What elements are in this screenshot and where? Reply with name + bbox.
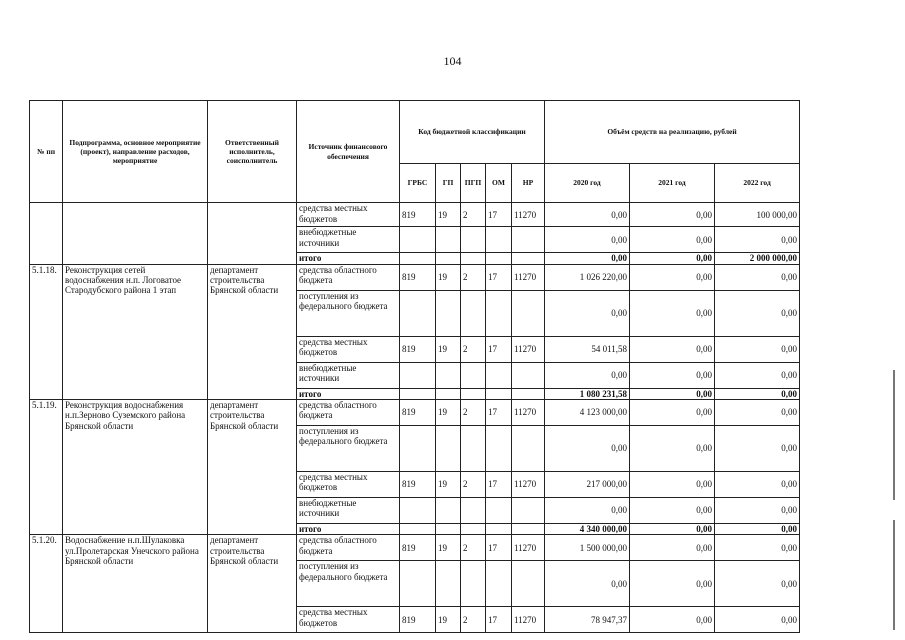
table-row: средства местных бюджетов 819 19 2 17 11270 217 000,00 0,00 0,00 (30, 472, 800, 498)
table-row: 5.1.19. Реконструкция водоснабжения н.п.Зерново Суземского района Брянской области департамент строительства Брянской области средства областного бюджета 819 19 2 17 11270 4 123 000,00 0,00 0,00 (30, 400, 800, 426)
header-executor: Ответственный исполнитель, соисполнитель (208, 101, 297, 203)
item-executor: департамент строительства Брянской области (208, 535, 297, 633)
header-num: № пп (30, 101, 63, 203)
header-pgp: ПГП (461, 163, 486, 202)
scan-edge-mark (893, 520, 895, 630)
header-source: Источник финансового обеспечения (297, 101, 400, 203)
table-row: средства местных бюджетов 819 19 2 17 11270 54 011,58 0,00 0,00 (30, 336, 800, 362)
scan-edge-mark (893, 370, 895, 500)
table-row: внебюджетные источники 0,00 0,00 0,00 (30, 498, 800, 524)
table-row: поступления из федерального бюджета 0,00 0,00 0,00 (30, 426, 800, 472)
item-title: Реконструкция сетей водоснабжения н.п. Логоватое Стародубского района 1 этап (63, 264, 208, 399)
item-number: 5.1.18. (30, 264, 63, 399)
header-2020: 2020 год (545, 163, 630, 202)
header-2021: 2021 год (630, 163, 715, 202)
table-row: внебюджетные источники 0,00 0,00 0,00 (30, 227, 800, 253)
page-number: 104 (443, 54, 462, 68)
header-pr: НР (512, 163, 545, 202)
table-row: поступления из федерального бюджета 0,00 0,00 0,00 (30, 561, 800, 607)
table-row: средства местных бюджетов 819 19 2 17 11270 0,00 0,00 100 000,00 (30, 203, 800, 227)
table-row: средства местных бюджетов 819 19 2 17 11270 78 947,37 0,00 0,00 (30, 607, 800, 633)
budget-table (29, 100, 800, 633)
table-body (30, 203, 800, 633)
header-gp: ГП (436, 163, 461, 202)
table-row: поступления из федерального бюджета 0,00 0,00 0,00 (30, 290, 800, 336)
header-2022: 2022 год (715, 163, 800, 202)
item-number: 5.1.20. (30, 535, 63, 633)
item-executor: департамент строительства Брянской области (208, 400, 297, 535)
table-row: 5.1.18. Реконструкция сетей водоснабжения н.п. Логоватое Стародубского района 1 этап департамент строительства Брянской области средства областного бюджета 819 19 2 17 11270 1 026 220,00 0,00 0,00 (30, 264, 800, 290)
item-title: Водоснабжение н.п.Шулаковка ул.Пролетарская Унечского района Брянской области (63, 535, 208, 633)
table-row: итого 4 340 000,00 0,00 0,00 (30, 524, 800, 535)
header-grbs: ГРБС (400, 163, 436, 202)
source-cell: средства местных бюджетов (297, 203, 400, 227)
table-row: итого 1 080 231,58 0,00 0,00 (30, 388, 800, 399)
table-row: итого 0,00 0,00 2 000 000,00 (30, 253, 800, 264)
item-title: Реконструкция водоснабжения н.п.Зерново Суземского района Брянской области (63, 400, 208, 535)
item-number: 5.1.19. (30, 400, 63, 535)
item-executor: департамент строительства Брянской области (208, 264, 297, 399)
table-row: 5.1.20. Водоснабжение н.п.Шулаковка ул.Пролетарская Унечского района Брянской области департамент строительства Брянской области средства областного бюджета 819 19 2 17 11270 1 500 000,00 0,00 0,00 (30, 535, 800, 561)
header-budget-code: Код бюджетной классификации (400, 101, 545, 164)
header-volume: Объём средств на реализацию, рублей (545, 101, 800, 164)
table-row: внебюджетные источники 0,00 0,00 0,00 (30, 362, 800, 388)
header-om: ОМ (486, 163, 512, 202)
header-program: Подпрограмма, основное мероприятие (проект), направление расходов, мероприятие (63, 101, 208, 203)
